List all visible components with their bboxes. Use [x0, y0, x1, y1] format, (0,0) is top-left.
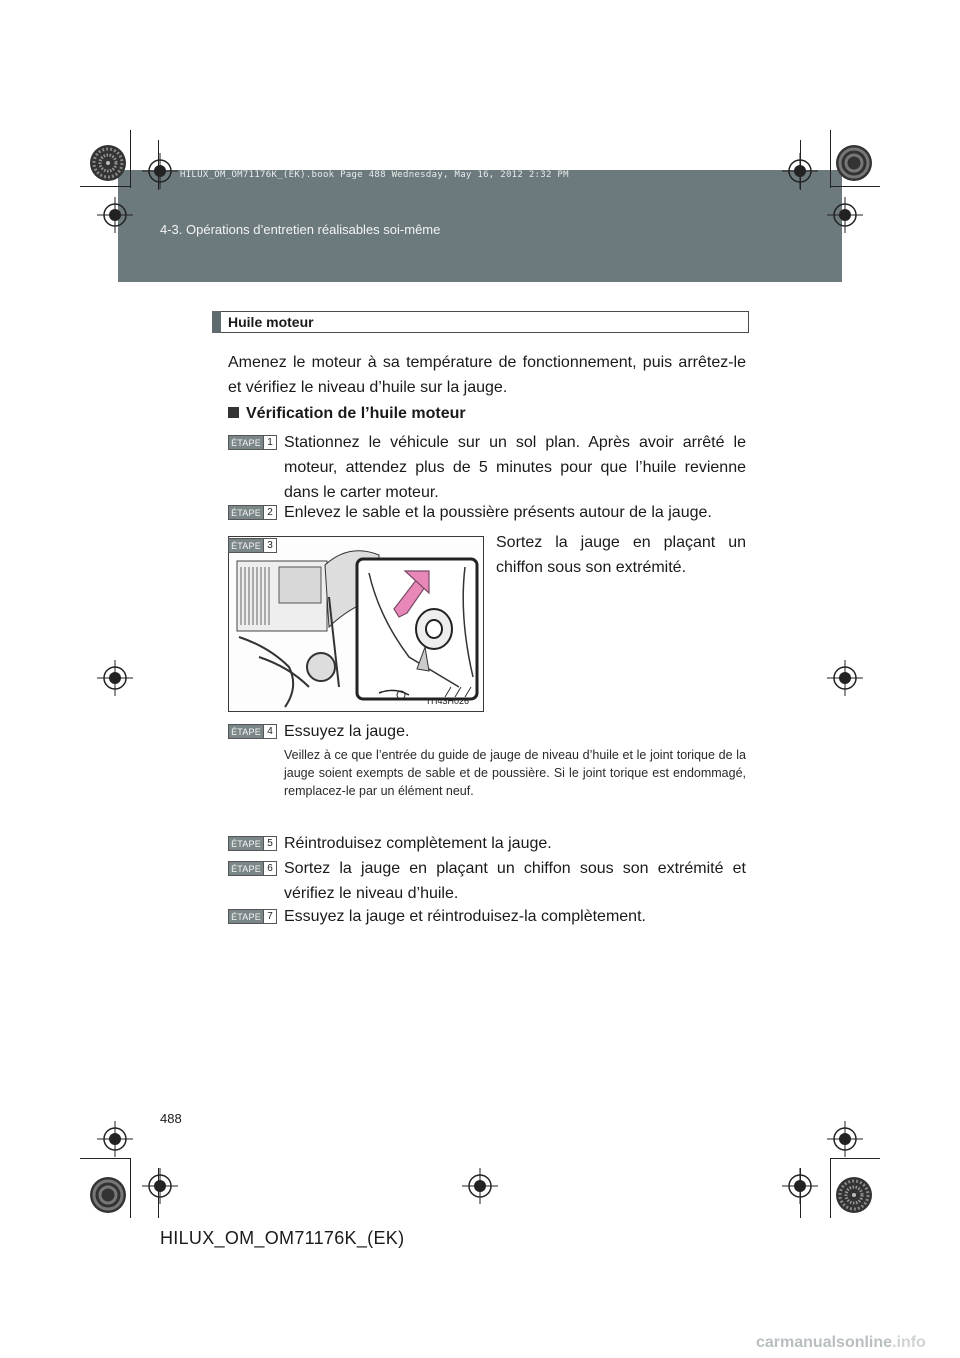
step-number: 6 [263, 862, 276, 875]
title-accent-bar [212, 311, 221, 333]
step-label: ÉTAPE [229, 725, 263, 738]
step-text: Réintroduisez complètement la jauge. [284, 835, 552, 852]
registration-mark-icon [97, 1121, 133, 1157]
document-id: HILUX_OM_OM71176K_(EK) [160, 1228, 405, 1248]
page-number: 488 [160, 1111, 182, 1126]
figure-code: ITI43H026 [427, 696, 470, 706]
registration-mark-icon [462, 1168, 498, 1204]
step-label: ÉTAPE [229, 539, 263, 552]
step-text: Enlevez le sable et la poussière présents autour de la jauge. [284, 504, 712, 521]
color-target-icon [88, 143, 128, 183]
crop-mark [130, 1158, 131, 1218]
watermark-suffix: .info [892, 1334, 926, 1351]
step-label: ÉTAPE [229, 910, 263, 923]
registration-mark-icon [782, 1168, 818, 1204]
registration-mark-icon [827, 197, 863, 233]
step-label: ÉTAPE [229, 506, 263, 519]
registration-mark-icon [97, 660, 133, 696]
step-badge [228, 505, 277, 520]
step-label: ÉTAPE [229, 862, 263, 875]
step-badge [228, 836, 277, 851]
step-number: 1 [263, 436, 276, 449]
watermark [756, 1334, 926, 1352]
color-target-icon [834, 1175, 874, 1215]
color-target-icon [834, 143, 874, 183]
step-number: 2 [263, 506, 276, 519]
step-number: 7 [263, 910, 276, 923]
step-badge [228, 538, 277, 553]
step-number: 3 [263, 539, 276, 552]
step-text: Sortez la jauge en plaçant un chiffon sous son extrémité. [496, 534, 746, 576]
step-text: Sortez la jauge en plaçant un chiffon sous son extrémité et vérifiez le niveau d’huile. [284, 860, 746, 902]
book-stamp: HILUX_OM_OM71176K_(EK).book Page 488 Wednesday, May 16, 2012 2:32 PM [180, 170, 569, 180]
step-badge [228, 909, 277, 924]
registration-mark-icon [782, 153, 818, 189]
color-target-icon [88, 1175, 128, 1215]
crop-mark [830, 186, 880, 187]
step-label: ÉTAPE [229, 837, 263, 850]
step-number: 5 [263, 837, 276, 850]
registration-mark-icon [142, 1168, 178, 1204]
crop-mark [830, 1158, 880, 1159]
crop-mark [80, 186, 130, 187]
intro-paragraph: Amenez le moteur à sa température de fonctionnement, puis arrêtez-le et vérifiez le niveau d’huile sur la jauge. [228, 354, 746, 396]
step-note: Veillez à ce que l’entrée du guide de jauge de niveau d’huile et le joint torique de la jauge soient exempts de sable et de poussière. Si le joint torique est endommagé, remplacez-le par un élément neuf. [284, 748, 746, 798]
subheading-text: Vérification de l’huile moteur [246, 405, 466, 422]
registration-mark-icon [142, 153, 178, 189]
crop-mark [80, 1158, 130, 1159]
crop-mark [830, 130, 831, 188]
step-label: ÉTAPE [229, 436, 263, 449]
registration-mark-icon [827, 660, 863, 696]
crop-mark [830, 1158, 831, 1218]
registration-mark-icon [827, 1121, 863, 1157]
step-text: Stationnez le véhicule sur un sol plan. Après avoir arrêté le moteur, attendez plus de 5 minutes pour que l’huile revienne dans le carter moteur. [284, 434, 746, 501]
watermark-prefix: carmanualsonline [756, 1334, 893, 1351]
step-number: 4 [263, 725, 276, 738]
crop-mark [130, 130, 131, 188]
section-title: 4-3. Opérations d’entretien réalisables soi-même [160, 222, 441, 237]
step-text: Essuyez la jauge. [284, 723, 410, 740]
step-badge [228, 435, 277, 450]
square-bullet-icon [228, 407, 239, 418]
step-badge [228, 861, 277, 876]
subheading [228, 405, 466, 423]
engine-figure [228, 536, 484, 712]
dipstick-illustration [229, 537, 484, 712]
step-text: Essuyez la jauge et réintroduisez-la complètement. [284, 908, 646, 925]
step-badge [228, 724, 277, 739]
registration-mark-icon [97, 197, 133, 233]
page-title: Huile moteur [228, 314, 314, 330]
